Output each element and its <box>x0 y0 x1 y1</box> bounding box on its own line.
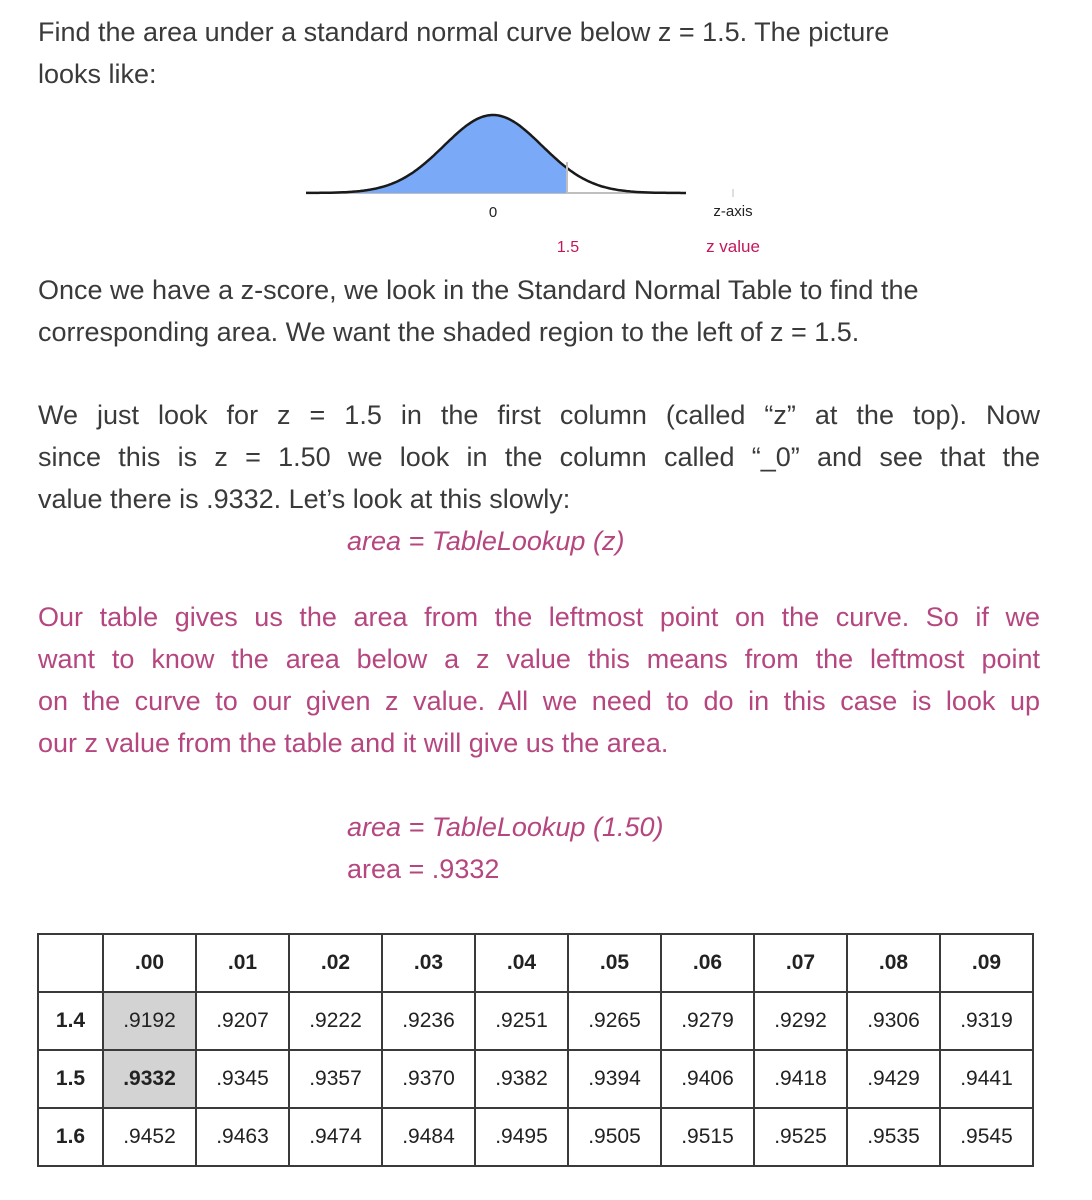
table-cell: .9535 <box>847 1108 940 1166</box>
table-cell: .9394 <box>568 1050 661 1108</box>
column-header: .03 <box>382 934 475 992</box>
table-cell: .9236 <box>382 992 475 1050</box>
table-cell: .9406 <box>661 1050 754 1108</box>
zvalue-label: z value <box>706 237 760 256</box>
table-cell: .9207 <box>196 992 289 1050</box>
table-cell: .9545 <box>940 1108 1033 1166</box>
zscore-paragraph <box>38 269 1040 353</box>
table-cell: .9474 <box>289 1108 382 1166</box>
table-cell: .9357 <box>289 1050 382 1108</box>
column-header: .04 <box>475 934 568 992</box>
intro-line-2: looks like: <box>38 59 157 89</box>
explanation-line-2: want to know the area below a z value this means from the leftmost point <box>38 644 1040 674</box>
table-cell: .9452 <box>103 1108 196 1166</box>
table-cell: .9484 <box>382 1108 475 1166</box>
explanation-line-1: Our table gives us the area from the leftmost point on the curve. So if we <box>38 602 1040 632</box>
row-z-value: 1.4 <box>38 992 103 1050</box>
table-cell: .9279 <box>661 992 754 1050</box>
column-header: .07 <box>754 934 847 992</box>
table-cell: .9441 <box>940 1050 1033 1108</box>
table-cell: .9429 <box>847 1050 940 1108</box>
zero-label: 0 <box>488 204 498 221</box>
table-cell: .9222 <box>289 992 382 1050</box>
table-row <box>38 1050 1033 1108</box>
column-header: .09 <box>940 934 1033 992</box>
zscore-line-1: Once we have a z-score, we look in the Standard Normal Table to find the <box>38 275 919 305</box>
table-cell: .9525 <box>754 1108 847 1166</box>
intro-line-1: Find the area under a standard normal curve below z = 1.5. The picture <box>38 17 890 47</box>
column-header: .05 <box>568 934 661 992</box>
column-header: .02 <box>289 934 382 992</box>
explanation-line-4: our z value from the table and it will give us the area. <box>38 728 669 758</box>
table-cell: .9418 <box>754 1050 847 1108</box>
intro-paragraph <box>38 11 1040 95</box>
table-row <box>38 1108 1033 1166</box>
lookup-paragraph <box>38 394 1040 520</box>
lookup-line-2: since this is z = 1.50 we look in the column called “_0” and see that the <box>38 442 1040 472</box>
row-z-value: 1.5 <box>38 1050 103 1108</box>
table-cell: .9319 <box>940 992 1033 1050</box>
lookup-line-3: value there is .9332. Let’s look at this slowly: <box>38 484 571 514</box>
formula-table-lookup-z: area = TableLookup (z) <box>347 526 625 556</box>
table-header-row <box>38 934 1033 992</box>
z-marker-label: 1.5 <box>556 239 580 256</box>
table-cell: .9463 <box>196 1108 289 1166</box>
table-cell: .9515 <box>661 1108 754 1166</box>
table-cell: .9370 <box>382 1050 475 1108</box>
formula-area-result: area = .9332 <box>347 854 500 884</box>
table-cell: .9251 <box>475 992 568 1050</box>
zscore-line-2: corresponding area. We want the shaded region to the left of z = 1.5. <box>38 317 860 347</box>
explanation-line-3: on the curve to our given z value. All we need to do in this case is look up <box>38 686 1040 716</box>
table-cell: .9382 <box>475 1050 568 1108</box>
explanation-paragraph <box>38 596 1040 764</box>
lookup-line-1: We just look for z = 1.5 in the first column (called “z” at the top). Now <box>38 400 1040 430</box>
table-cell: .9495 <box>475 1108 568 1166</box>
table-cell: .9332 <box>103 1050 196 1108</box>
table-corner-cell <box>38 934 103 992</box>
normal-curve-figure <box>300 100 800 265</box>
standard-normal-table <box>37 933 1034 1167</box>
formula-table-lookup-value: area = TableLookup (1.50) <box>347 812 664 842</box>
column-header: .06 <box>661 934 754 992</box>
column-header: .00 <box>103 934 196 992</box>
table-cell: .9345 <box>196 1050 289 1108</box>
row-z-value: 1.6 <box>38 1108 103 1166</box>
zaxis-label: z-axis <box>713 203 753 220</box>
column-header: .08 <box>847 934 940 992</box>
table-cell: .9306 <box>847 992 940 1050</box>
table-cell: .9265 <box>568 992 661 1050</box>
column-header: .01 <box>196 934 289 992</box>
table-cell: .9505 <box>568 1108 661 1166</box>
table-cell: .9192 <box>103 992 196 1050</box>
table-cell: .9292 <box>754 992 847 1050</box>
table-row <box>38 992 1033 1050</box>
